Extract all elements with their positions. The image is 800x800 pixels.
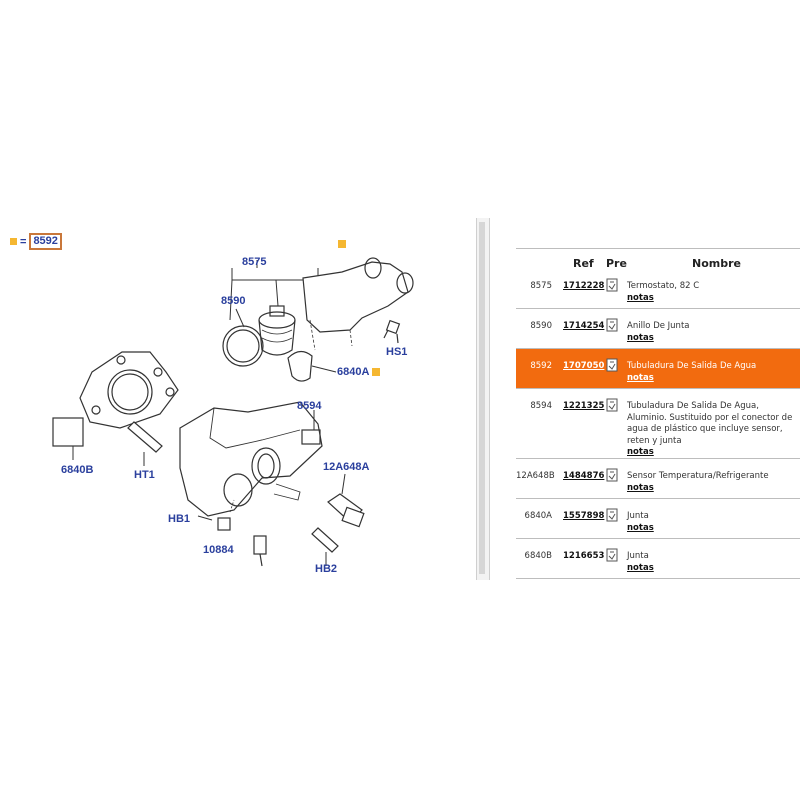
selected-part-legend	[10, 233, 62, 250]
legend-equals: =	[20, 235, 27, 248]
notes-link[interactable]: notas	[627, 562, 654, 573]
callout-8594[interactable]: 8594	[297, 400, 322, 412]
table-row[interactable]	[516, 459, 800, 499]
callout-6840A[interactable]: 6840A	[337, 366, 370, 378]
row-code: 6840B	[524, 551, 552, 561]
panel-scrollbar[interactable]	[476, 218, 490, 580]
row-ref-link[interactable]: 1712228	[563, 281, 605, 291]
row-ref-link[interactable]: 1221325	[563, 401, 605, 411]
document-icon[interactable]	[606, 508, 618, 522]
row-name: Junta notas	[627, 511, 800, 534]
callout-8590[interactable]: 8590	[221, 295, 246, 307]
scroll-thumb[interactable]	[479, 222, 485, 574]
row-ref-link[interactable]: 1484876	[563, 471, 605, 481]
row-code: 8590	[530, 321, 552, 331]
table-row-selected[interactable]	[516, 349, 800, 389]
row-code: 8575	[530, 281, 552, 291]
callout-10884[interactable]: 10884	[203, 544, 234, 556]
document-icon[interactable]	[606, 468, 618, 482]
document-icon[interactable]	[606, 548, 618, 562]
header-nombre: Nombre	[692, 257, 741, 270]
row-code: 6840A	[524, 511, 552, 521]
table-header	[516, 248, 800, 269]
table-row[interactable]	[516, 269, 800, 309]
parts-table	[516, 248, 800, 579]
document-icon[interactable]	[606, 318, 618, 332]
row-name: Sensor Temperatura/Refrigerante notas	[627, 471, 800, 494]
row-name: Anillo De Junta notas	[627, 321, 800, 344]
row-code: 8594	[530, 401, 552, 411]
callout-HS1[interactable]: HS1	[386, 346, 408, 358]
table-row[interactable]	[516, 309, 800, 349]
table-row[interactable]	[516, 389, 800, 459]
notes-link[interactable]: notas	[627, 522, 654, 533]
notes-link[interactable]: notas	[627, 292, 654, 303]
document-icon[interactable]	[606, 398, 618, 412]
callout-6840B[interactable]: 6840B	[61, 464, 94, 476]
table-row[interactable]	[516, 499, 800, 539]
callout-HB2[interactable]: HB2	[315, 563, 338, 575]
table-row[interactable]	[516, 539, 800, 579]
row-ref-link[interactable]: 1557898	[563, 511, 605, 521]
document-icon[interactable]	[606, 358, 618, 372]
row-ref-link[interactable]: 1216653	[563, 551, 605, 561]
notes-link[interactable]: notas	[627, 482, 654, 493]
callout-HT1[interactable]: HT1	[134, 469, 155, 481]
row-code: 8592	[530, 361, 552, 371]
notes-link[interactable]: notas	[627, 332, 654, 343]
notes-link[interactable]: notas	[627, 447, 654, 457]
callout-HB1[interactable]: HB1	[168, 513, 191, 525]
row-name: Termostato, 82 C notas	[627, 281, 800, 304]
document-icon[interactable]	[606, 278, 618, 292]
row-name: Tubuladura De Salida De Agua, Aluminio. Sustituido por el conector de agua de plástico que incluye sensor, reten y junta notas	[627, 401, 800, 459]
callout-8575[interactable]: 8575	[242, 256, 267, 268]
row-name: Tubuladura De Salida De Agua notas	[627, 361, 800, 384]
notes-link[interactable]: notas	[627, 372, 654, 383]
row-name: Junta notas	[627, 551, 800, 574]
header-pre: Pre	[606, 257, 627, 270]
row-ref-link[interactable]: 1714254	[563, 321, 605, 331]
callout-12A648A[interactable]: 12A648A	[323, 461, 370, 473]
row-code: 12A648B	[516, 471, 555, 481]
row-ref-link[interactable]: 1707050	[563, 361, 605, 371]
legend-part-number[interactable]: 8592	[29, 233, 61, 250]
marker-square-icon	[10, 238, 17, 245]
header-ref: Ref	[573, 257, 594, 270]
